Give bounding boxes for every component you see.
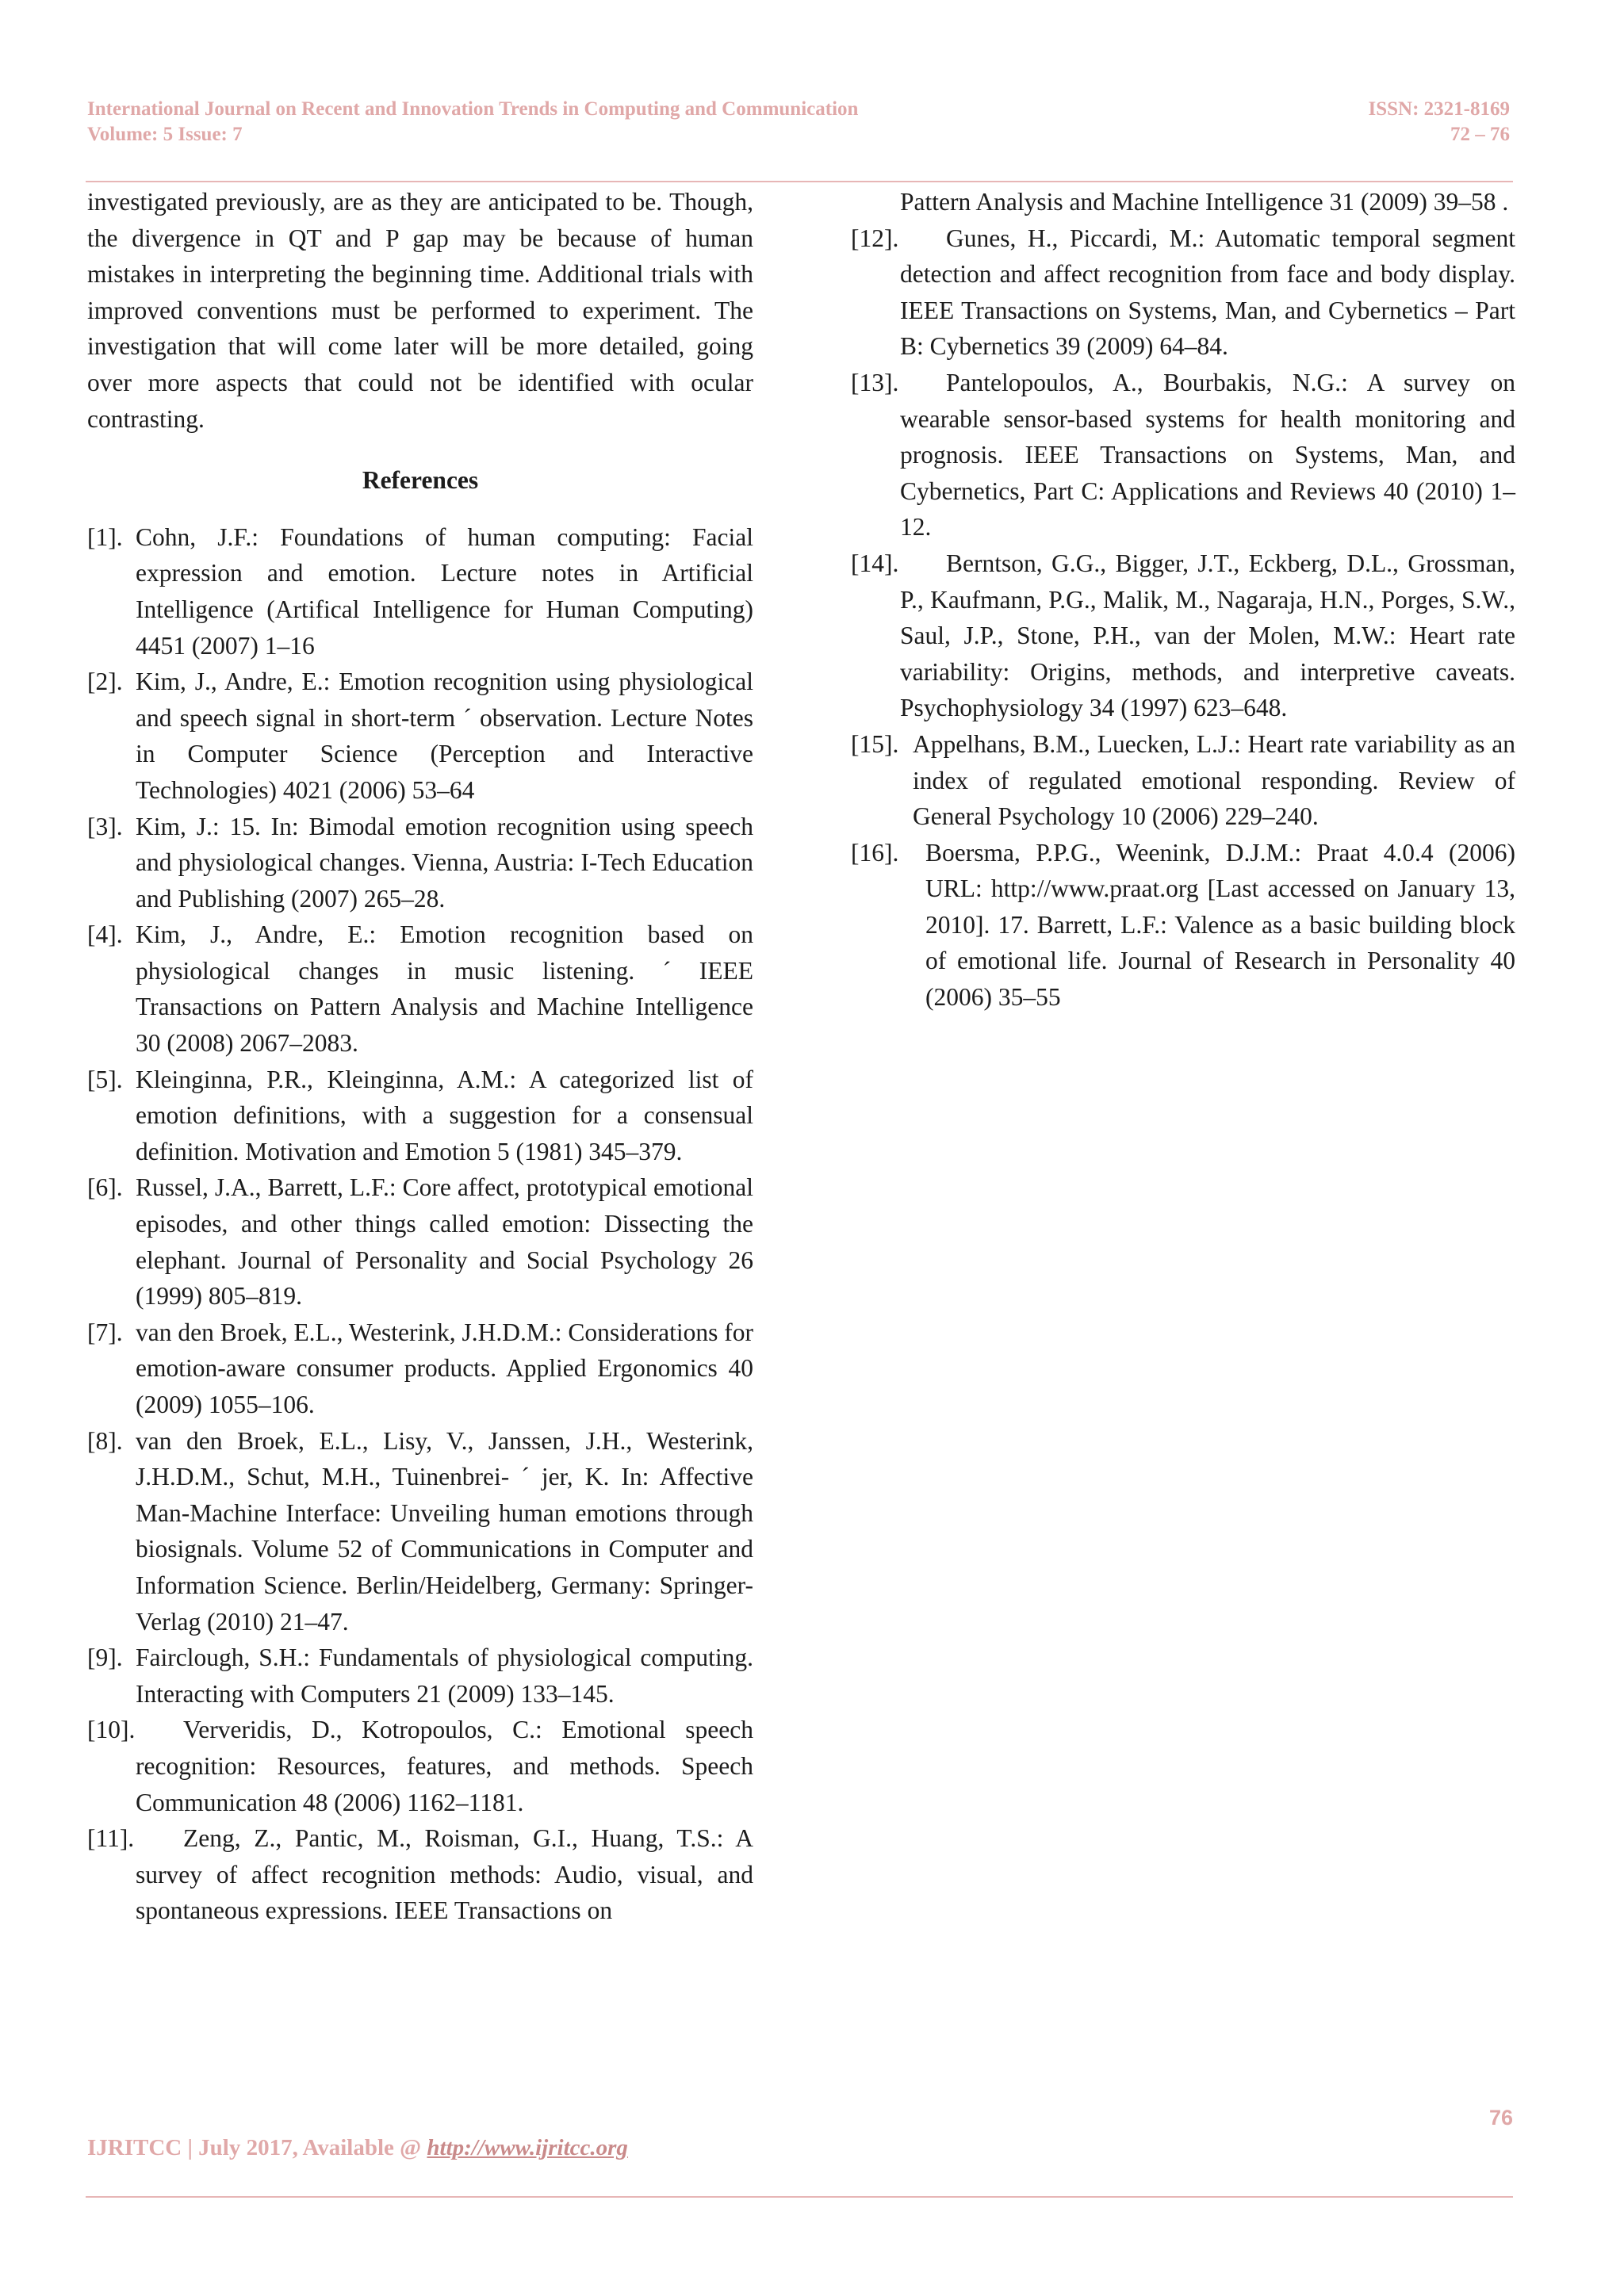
reference-item [851,365,1515,545]
running-header-right [1189,97,1510,147]
reference-number: [5]. [87,1065,123,1093]
reference-item [87,809,753,917]
reference-item [851,220,1515,365]
reference-text: Kim, J., Andre, E.: Emotion recognition based on physiological changes in music listening. ´ IEEE Transactions on Pattern Analysis and Machine Intelligence 30 (2008) 2067–2083. [136,920,753,1058]
footer-prefix: IJRITCC | July 2017, Available @ [87,2135,427,2160]
running-header-left [87,97,858,147]
reference-item [87,1314,753,1423]
reference-text: Pantelopoulos, A., Bourbakis, N.G.: A survey on wearable sensor-based systems for health monitoring and prognosis. IEEE Transactions on Systems, Man, and Cybernetics, Part C: Applications and Reviews 40 (2010) 1–12. [900,368,1515,541]
header-divider [86,181,1513,182]
left-column [87,184,753,1929]
reference-text: Kim, J., Andre, E.: Emotion recognition using physiological and speech signal in short-term ´ observation. Lecture Notes in Computer Science (Perception and Interactive Technologies) 4021 (2006) 53–64 [136,668,753,804]
reference-item [87,1062,753,1170]
reference-text: van den Broek, E.L., Lisy, V., Janssen, J.H., Westerink, J.H.D.M., Schut, M.H., Tuinenbrei- ´ jer, K. In: Affective Man-Machine Interface: Unveiling human emotions through biosignals. Volume 52 of Communications in Computer and Information Science. Berlin/Heidelberg, Germany: Springer-Verlag (2010) 21–47. [136,1426,753,1636]
reference-number: [7]. [87,1318,123,1346]
reference-text: Zeng, Z., Pantic, M., Roisman, G.I., Huang, T.S.: A survey of affect recognition methods: Audio, visual, and spontaneous expressions. IEEE Transactions on [136,1824,753,1925]
reference-item [87,1712,753,1820]
reference-number: [12]. [851,224,899,252]
footer-divider [86,2196,1513,2198]
reference-item [87,916,753,1061]
reference-number: [2]. [87,668,123,696]
body-paragraph: investigated previously, are as they are anticipated to be. Though, the divergence in QT and P gap may be because of human mistakes in interpreting the beginning time. Additional trials with improved conventions must be performed to experiment. The investigation that will come later will be more detailed, going over more aspects that could not be identified with ocular contrasting. [87,188,753,433]
references-heading: References [362,466,479,495]
reference-item [87,1169,753,1314]
reference-text: Gunes, H., Piccardi, M.: Automatic temporal segment detection and affect recognition from face and body display. IEEE Transactions on Systems, Man, and Cybernetics – Part B: Cybernetics 39 (2009) 64–84. [900,224,1515,361]
reference-number: [13]. [851,368,899,396]
reference-number: [14]. [851,549,899,577]
reference-number: [6]. [87,1173,123,1202]
reference-number: [1]. [87,522,123,551]
page-number: 76 [1488,2106,1513,2130]
reference-item [851,726,1515,835]
right-column [851,184,1515,1016]
reference-number: [10]. [87,1716,136,1744]
reference-item [87,664,753,808]
reference-item [87,1640,753,1712]
reference-text: van den Broek, E.L., Westerink, J.H.D.M.: Considerations for emotion-aware consumer products. Applied Ergonomics 40 (2009) 1055–106. [136,1318,754,1418]
footer-text [87,2135,628,2161]
journal-website-link[interactable]: http://www.ijritcc.org [427,2135,628,2160]
reference-continuation [851,184,1515,220]
reference-number: [3]. [87,812,123,840]
reference-number: [8]. [87,1426,123,1455]
reference-text: Appelhans, B.M., Luecken, L.J.: Heart rate variability as an index of regulated emotional responding. Review of General Psychology 10 (2006) 229–240. [913,729,1515,831]
reference-text: Russel, J.A., Barrett, L.F.: Core affect, prototypical emotional episodes, and other things called emotion: Dissecting the elephant. Journal of Personality and Social Psychology 26 (1999) 805–819. [136,1173,753,1311]
page-range: 72 – 76 [1450,124,1510,145]
reference-text: Fairclough, S.H.: Fundamentals of physiological computing. Interacting with Computers 21 (2009) 133–145. [136,1644,753,1708]
volume-issue: Volume: 5 Issue: 7 [87,124,243,145]
reference-number: [16]. [851,838,899,867]
reference-number: [4]. [87,920,123,949]
reference-number: [9]. [87,1644,123,1672]
reference-text: Berntson, G.G., Bigger, J.T., Eckberg, D.L., Grossman, P., Kaufmann, P.G., Malik, M., Nagaraja, H.N., Porges, S.W., Saul, J.P., Stone, P.H., van der Molen, M.W.: Heart rate variability: Origins, methods, and interpretive caveats. Psychophysiology 34 (1997) 623–648. [900,549,1515,722]
reference-text: Cohn, J.F.: Foundations of human computing: Facial expression and emotion. Lecture notes in Artificial Intelligence (Artifical Intelligence for Human Computing) 4451 (2007) 1–16 [136,522,753,660]
reference-number: [11]. [87,1824,135,1853]
reference-text: Kleinginna, P.R., Kleinginna, A.M.: A categorized list of emotion definitions, with a suggestion for a consensual definition. Motivation and Emotion 5 (1981) 345–379. [136,1065,753,1165]
reference-item [87,1820,753,1929]
issn: ISSN: 2321-8169 [1368,98,1510,120]
reference-text: Kim, J.: 15. In: Bimodal emotion recognition using speech and physiological changes. Vienna, Austria: I-Tech Education and Publishing (2007) 265–28. [136,812,753,913]
reference-text: Ververidis, D., Kotropoulos, C.: Emotional speech recognition: Resources, features, and methods. Speech Communication 48 (2006) 1162–1181. [136,1716,753,1816]
reference-number: [15]. [851,729,899,758]
reference-item [87,519,753,664]
reference-item [851,835,1515,1016]
reference-item [851,545,1515,726]
reference-text: Boersma, P.P.G., Weenink, D.J.M.: Praat 4.0.4 (2006) URL: http://www.praat.org [Last accessed on January 13, 2010]. 17. Barrett, L.F.: Valence as a basic building block of emotional life. Journal of Research in Personality 40 (2006) 35–55 [925,838,1515,1012]
journal-title: International Journal on Recent and Innovation Trends in Computing and Communication [87,98,859,120]
reference-text: Pattern Analysis and Machine Intelligence 31 (2009) 39–58 . [900,188,1509,216]
reference-item [87,1423,753,1640]
